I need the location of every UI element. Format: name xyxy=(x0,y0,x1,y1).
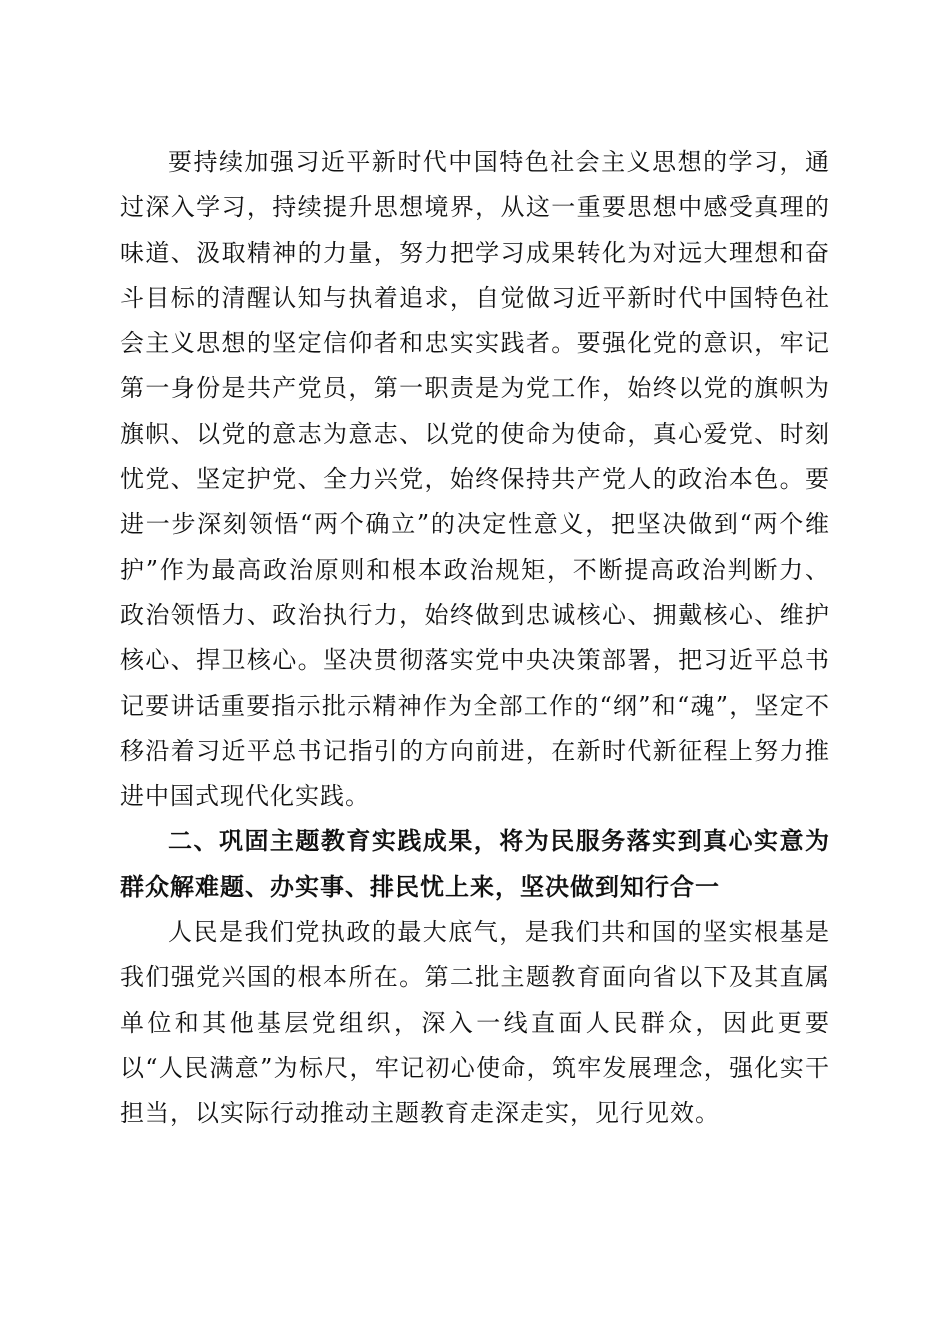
body-paragraph-2: 人民是我们党执政的最大底气，是我们共和国的坚实根基是我们强党兴国的根本所在。第二批主题教育面向省以下及其直属单位和其他基层党组织，深入一线直面人民群众，因此更要以“人民满意”为标尺，牢记初心使命，筑牢发展理念，强化实干担当，以实际行动推动主题教育走深走实，见行见效。 xyxy=(120,918,830,1128)
section-heading-2: 二、巩固主题教育实践成果，将为民服务落实到真心实意为群众解难题、办实事、排民忧上来，坚决做到知行合一 xyxy=(120,827,830,901)
body-paragraph-1: 要持续加强习近平新时代中国特色社会主义思想的学习，通过深入学习，持续提升思想境界，从这一重要思想中感受真理的味道、汲取精神的力量，努力把学习成果转化为对远大理想和奋斗目标的清醒认知与执着追求，自觉做习近平新时代中国特色社会主义思想的坚定信仰者和忠实实践者。要强化党的意识，牢记第一身份是共产党员，第一职责是为党工作，始终以党的旗帜为旗帜、以党的意志为意志、以党的使命为使命，真心爱党、时刻忧党、坚定护党、全力兴党，始终保持共产党人的政治本色。要进一步深刻领悟“两个确立”的决定性意义，把坚决做到“两个维护”作为最高政治原则和根本政治规矩，不断提高政治判断力、政治领悟力、政治执行力，始终做到忠诚核心、拥戴核心、维护核心、捍卫核心。坚决贯彻落实党中央决策部署，把习近平总书记要讲话重要指示批示精神作为全部工作的“纲”和“魂”，坚定不移沿着习近平总书记指引的方向前进，在新时代新征程上努力推进中国式现代化实践。 xyxy=(120,148,830,811)
document-body xyxy=(120,140,830,1137)
